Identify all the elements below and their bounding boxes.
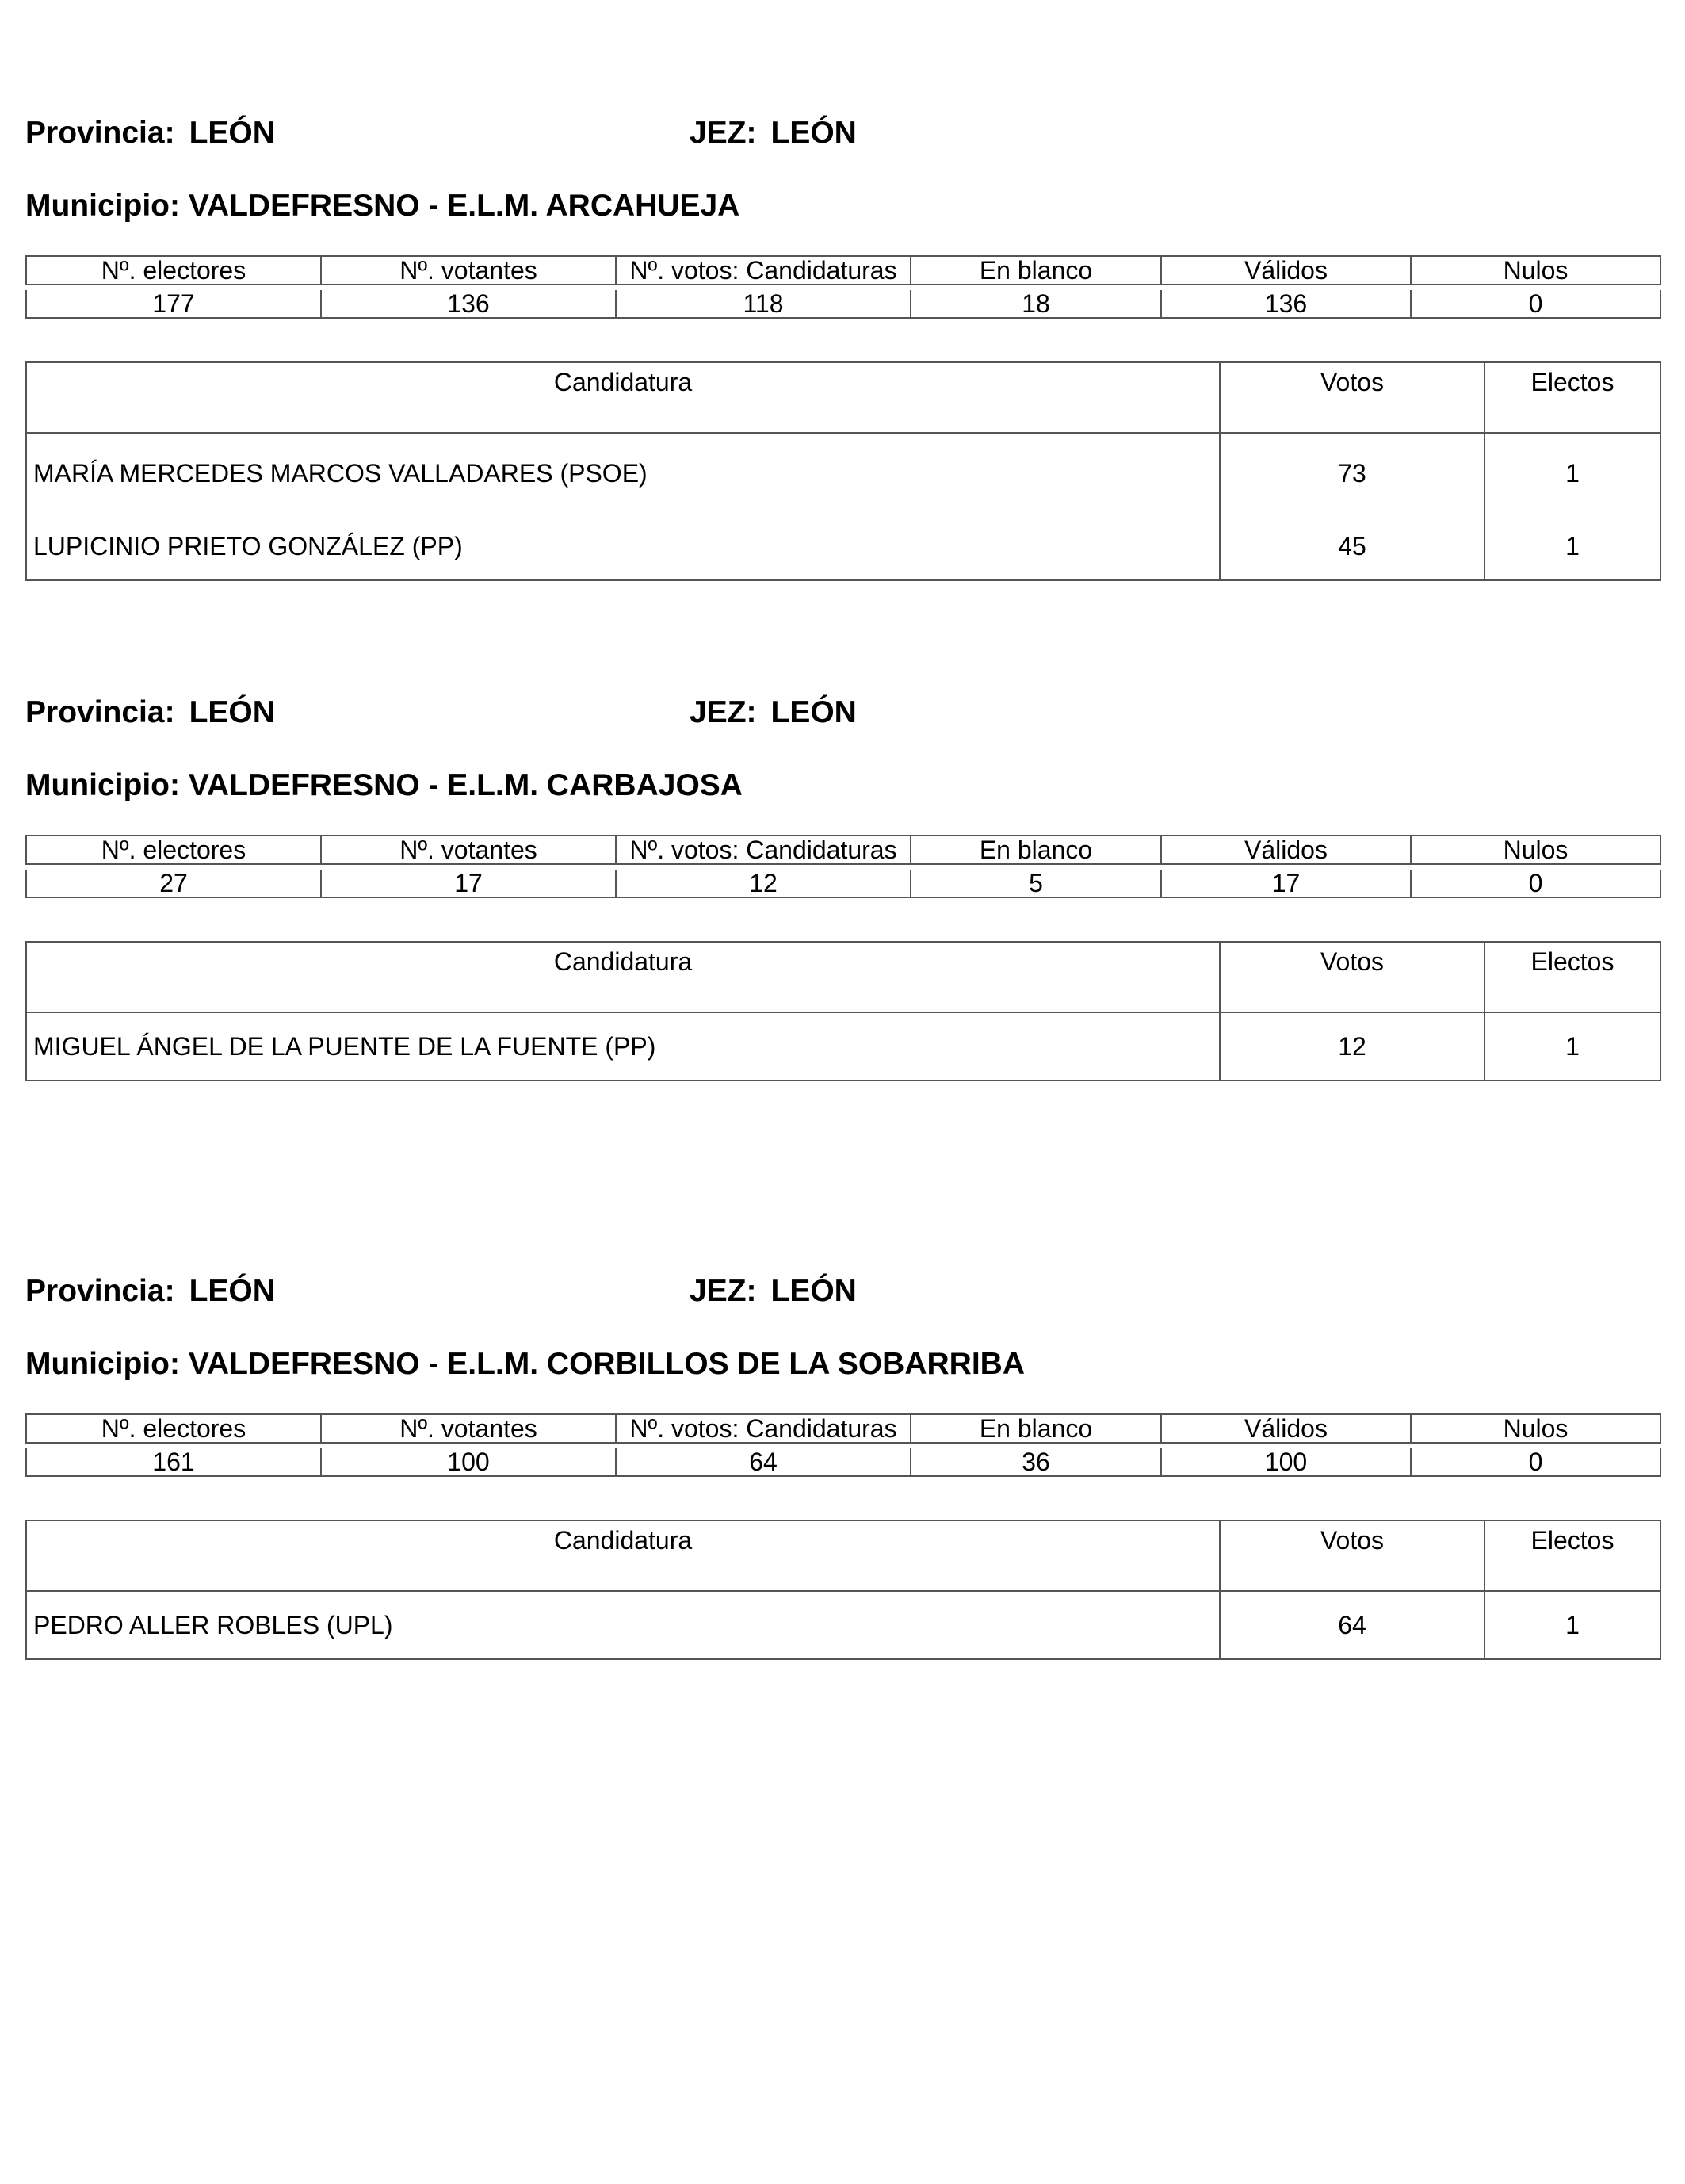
- stats-value-nulos: 0: [1411, 870, 1660, 897]
- stats-value-nulos: 0: [1411, 1448, 1660, 1476]
- stats-header-votantes: Nº. votantes: [321, 1414, 616, 1443]
- jez-label: JEZ:: [690, 116, 757, 150]
- candidate-votos: 12: [1220, 1012, 1484, 1081]
- provincia-value: LEÓN: [189, 695, 275, 729]
- stats-value-electores: 161: [26, 1448, 321, 1476]
- candidate-row: [26, 1591, 1660, 1659]
- municipio-line: [25, 190, 739, 221]
- stats-table: [25, 255, 1661, 319]
- jez-label: JEZ:: [690, 1274, 757, 1308]
- provincia-label: Provincia:: [25, 116, 175, 150]
- section-carbajosa: [25, 697, 1660, 1077]
- candidates-table: [25, 1520, 1661, 1660]
- stats-header-candidaturas: Nº. votos: Candidaturas: [616, 256, 911, 285]
- stats-header-blanco: En blanco: [911, 836, 1161, 864]
- provincia-line: [25, 697, 275, 728]
- municipio-value: VALDEFRESNO - E.L.M. CARBAJOSA: [188, 768, 743, 802]
- cand-header-candidatura: Candidatura: [26, 362, 1220, 433]
- stats-value-validos: 17: [1161, 870, 1411, 897]
- stats-value-votantes: 100: [321, 1448, 616, 1476]
- stats-value-candidaturas: 12: [616, 870, 911, 897]
- candidate-votos: 64: [1220, 1591, 1484, 1659]
- candidate-row: [26, 433, 1660, 513]
- stats-header-candidaturas: Nº. votos: Candidaturas: [616, 836, 911, 864]
- jez-line: [690, 117, 857, 148]
- candidate-name: PEDRO ALLER ROBLES (UPL): [26, 1591, 1220, 1659]
- stats-header-votantes: Nº. votantes: [321, 836, 616, 864]
- municipio-value: VALDEFRESNO - E.L.M. CORBILLOS DE LA SOBARRIBA: [188, 1347, 1025, 1381]
- stats-value-blanco: 5: [911, 870, 1161, 897]
- municipio-line: [25, 770, 743, 801]
- stats-header-blanco: En blanco: [911, 1414, 1161, 1443]
- provincia-line: [25, 117, 275, 148]
- stats-header-validos: Válidos: [1161, 256, 1411, 285]
- stats-value-validos: 136: [1161, 290, 1411, 318]
- candidate-name: MARÍA MERCEDES MARCOS VALLADARES (PSOE): [26, 433, 1220, 513]
- cand-header-electos: Electos: [1484, 942, 1660, 1012]
- candidates-table: [25, 941, 1661, 1081]
- cand-header-candidatura: Candidatura: [26, 942, 1220, 1012]
- candidate-name: LUPICINIO PRIETO GONZÁLEZ (PP): [26, 513, 1220, 580]
- candidate-name: MIGUEL ÁNGEL DE LA PUENTE DE LA FUENTE (PP): [26, 1012, 1220, 1081]
- provincia-line: [25, 1276, 275, 1306]
- stats-header-nulos: Nulos: [1411, 1414, 1660, 1443]
- jez-value: LEÓN: [770, 695, 857, 729]
- candidate-row: [26, 513, 1660, 580]
- provincia-value: LEÓN: [189, 1274, 275, 1308]
- stats-header-candidaturas: Nº. votos: Candidaturas: [616, 1414, 911, 1443]
- municipio-value: VALDEFRESNO - E.L.M. ARCAHUEJA: [188, 189, 740, 223]
- cand-header-votos: Votos: [1220, 1520, 1484, 1591]
- candidate-electos: 1: [1484, 1012, 1660, 1081]
- cand-header-votos: Votos: [1220, 362, 1484, 433]
- cand-header-electos: Electos: [1484, 1520, 1660, 1591]
- stats-value-candidaturas: 64: [616, 1448, 911, 1476]
- candidate-electos: 1: [1484, 1591, 1660, 1659]
- candidate-electos: 1: [1484, 513, 1660, 580]
- stats-value-nulos: 0: [1411, 290, 1660, 318]
- stats-table: [25, 1413, 1661, 1477]
- stats-value-blanco: 18: [911, 290, 1161, 318]
- stats-header-blanco: En blanco: [911, 256, 1161, 285]
- municipio-line: [25, 1348, 1025, 1379]
- candidate-votos: 73: [1220, 433, 1484, 513]
- candidates-table: [25, 361, 1661, 581]
- candidate-row: [26, 1012, 1660, 1081]
- section-arcahueja: [25, 117, 1660, 561]
- stats-header-electores: Nº. electores: [26, 256, 321, 285]
- municipio-label: Municipio:: [25, 189, 180, 223]
- provincia-label: Provincia:: [25, 695, 175, 729]
- municipio-label: Municipio:: [25, 1347, 180, 1381]
- cand-header-votos: Votos: [1220, 942, 1484, 1012]
- section-corbillos: [25, 1276, 1660, 1656]
- jez-value: LEÓN: [770, 1274, 857, 1308]
- jez-line: [690, 1276, 857, 1306]
- stats-header-electores: Nº. electores: [26, 1414, 321, 1443]
- provincia-label: Provincia:: [25, 1274, 175, 1308]
- stats-value-votantes: 136: [321, 290, 616, 318]
- cand-header-electos: Electos: [1484, 362, 1660, 433]
- stats-header-validos: Válidos: [1161, 836, 1411, 864]
- stats-value-blanco: 36: [911, 1448, 1161, 1476]
- jez-value: LEÓN: [770, 116, 857, 150]
- stats-value-electores: 27: [26, 870, 321, 897]
- stats-value-candidaturas: 118: [616, 290, 911, 318]
- stats-table: [25, 835, 1661, 898]
- stats-header-nulos: Nulos: [1411, 836, 1660, 864]
- stats-header-validos: Válidos: [1161, 1414, 1411, 1443]
- stats-value-validos: 100: [1161, 1448, 1411, 1476]
- jez-line: [690, 697, 857, 728]
- municipio-label: Municipio:: [25, 768, 180, 802]
- provincia-value: LEÓN: [189, 116, 275, 150]
- candidate-electos: 1: [1484, 433, 1660, 513]
- cand-header-candidatura: Candidatura: [26, 1520, 1220, 1591]
- stats-header-nulos: Nulos: [1411, 256, 1660, 285]
- jez-label: JEZ:: [690, 695, 757, 729]
- stats-value-votantes: 17: [321, 870, 616, 897]
- stats-header-votantes: Nº. votantes: [321, 256, 616, 285]
- candidate-votos: 45: [1220, 513, 1484, 580]
- stats-header-electores: Nº. electores: [26, 836, 321, 864]
- stats-value-electores: 177: [26, 290, 321, 318]
